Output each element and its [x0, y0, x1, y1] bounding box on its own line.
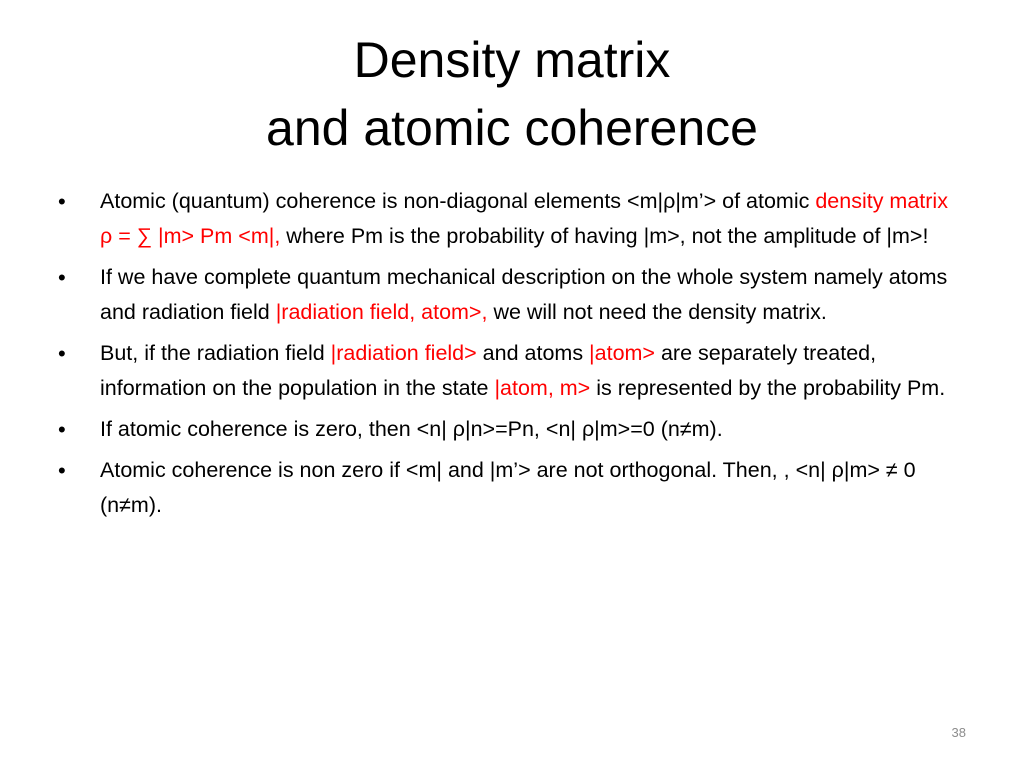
bullet-marker: •: [58, 417, 66, 442]
bullet-item: [56, 453, 956, 523]
bullet-item: [56, 412, 956, 447]
bullet-marker: •: [58, 265, 66, 290]
bullet-item: [56, 260, 956, 330]
slide-title-line-1: Density matrix: [353, 32, 671, 88]
bullet-text: Atomic (quantum) coherence is non-diagonal elements <m|ρ|m’> of atomic: [100, 189, 816, 213]
bullet-text: we will not need the density matrix.: [487, 300, 827, 324]
highlighted-text: density matrix ρ = ∑ |m> Pm <m|,: [100, 189, 948, 248]
bullet-text: But, if the radiation field: [100, 341, 331, 365]
bullet-text: are separately treated, information on the population in the state: [100, 341, 877, 400]
bullet-item: [56, 336, 956, 406]
bullet-marker: •: [58, 189, 66, 214]
bullet-list: [56, 184, 956, 529]
bullet-marker: •: [58, 341, 66, 366]
bullet-marker: •: [58, 458, 66, 483]
highlighted-text: |radiation field>: [330, 341, 477, 365]
bullet-text: where Pm is the probability of having |m>, not the amplitude of |m>!: [280, 224, 929, 248]
highlighted-text: |atom, m>: [494, 376, 591, 400]
highlighted-text: |radiation field, atom>,: [275, 300, 488, 324]
bullet-text: and atoms: [476, 341, 590, 365]
slide-title-line-2: and atomic coherence: [266, 100, 758, 156]
highlighted-text: |atom>: [589, 341, 655, 365]
slide-title: [0, 26, 1024, 162]
bullet-text: Atomic coherence is non zero if <m| and |m’> are not orthogonal. Then, , <n| ρ|m> ≠ 0 (n≠m).: [100, 458, 916, 517]
page-number: 38: [951, 725, 966, 740]
bullet-item: [56, 184, 956, 254]
bullet-text: If atomic coherence is zero, then <n| ρ|n>=Pn, <n| ρ|m>=0 (n≠m).: [100, 417, 723, 441]
bullet-text: is represented by the probability Pm.: [590, 376, 946, 400]
bullet-text: If we have complete quantum mechanical description on the whole system namely atoms and radiation field: [100, 265, 948, 324]
